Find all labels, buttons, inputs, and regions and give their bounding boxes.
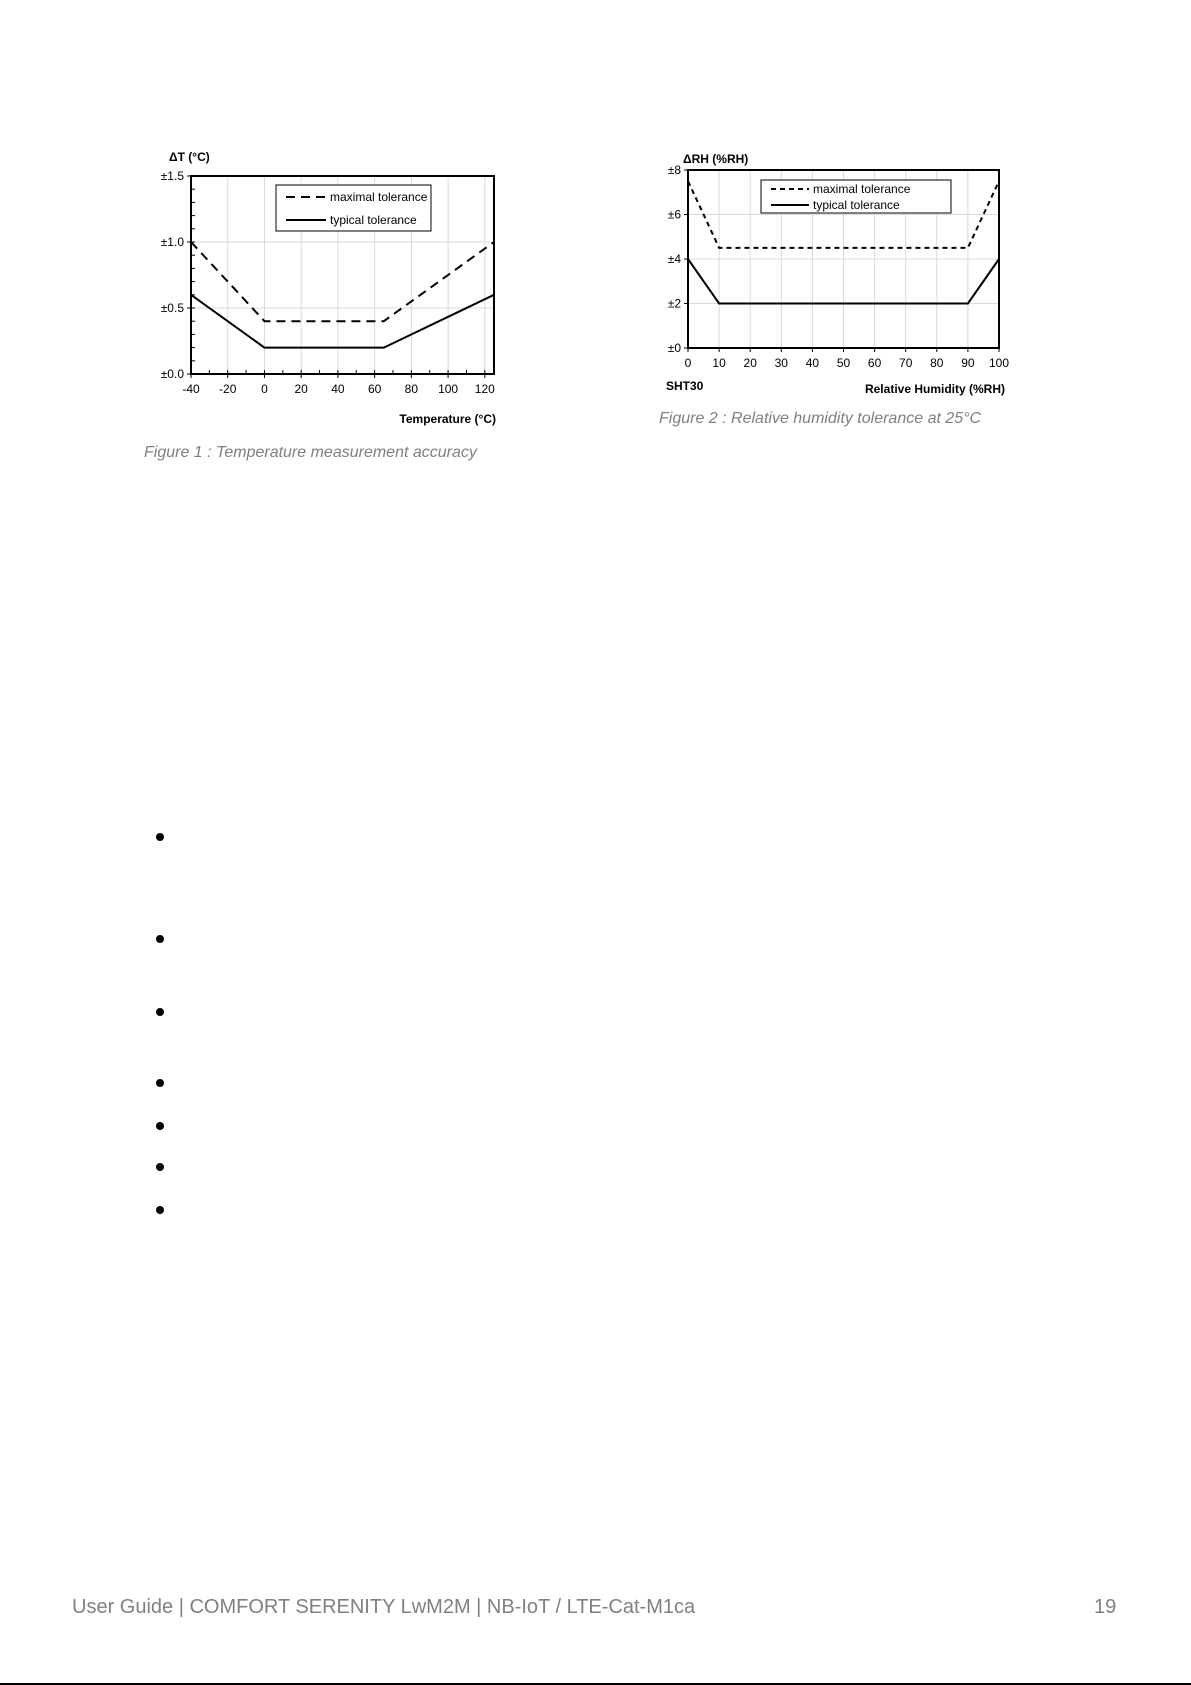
x-tick-label: 80 (404, 382, 419, 396)
list-bullet (156, 1122, 164, 1130)
x-tick-label: 100 (988, 356, 1010, 370)
x-tick-label: 40 (805, 356, 820, 370)
x-tick-label: 90 (961, 356, 975, 370)
temperature-accuracy-chart-svg (140, 140, 510, 430)
x-tick-label: 60 (367, 382, 382, 396)
x-axis-label: Relative Humidity (%RH) (864, 382, 1005, 396)
y-tick-label: ±1.5 (160, 169, 184, 183)
footer-title: User Guide | COMFORT SERENITY LwM2M | NB-IoT / LTE-Cat-M1ca (72, 1596, 696, 1618)
y-tick-label: ±0.0 (160, 367, 184, 381)
y-tick-label: ±4 (667, 252, 681, 266)
x-tick-label: 30 (774, 356, 788, 370)
x-tick-label: -20 (219, 382, 237, 396)
x-tick-label: 10 (712, 356, 726, 370)
x-axis-label: Temperature (°C) (399, 412, 496, 426)
y-tick-label: ±1.0 (160, 235, 184, 249)
legend-label: typical tolerance (813, 198, 900, 212)
list-bullet (156, 1008, 164, 1016)
y-tick-label: ±0 (667, 341, 681, 355)
y-tick-label: ±2 (667, 296, 681, 311)
list-bullet (156, 833, 164, 841)
x-tick-label: 80 (930, 356, 944, 370)
chart-corner-label: SHT30 (666, 379, 704, 393)
legend-label: typical tolerance (330, 213, 417, 227)
x-tick-label: 0 (684, 356, 692, 370)
y-axis-label: ΔT (°C) (169, 150, 210, 164)
x-tick-label: 20 (294, 382, 308, 396)
x-tick-label: 50 (836, 356, 851, 370)
y-tick-label: ±0.5 (160, 301, 184, 315)
y-tick-label: ±6 (667, 207, 681, 222)
x-tick-label: 120 (474, 382, 495, 396)
y-tick-label: ±8 (667, 163, 681, 177)
list-bullet (156, 1163, 164, 1171)
list-bullet (156, 1079, 164, 1087)
x-tick-label: 70 (899, 356, 913, 370)
list-bullet (156, 935, 164, 943)
legend-label: maximal tolerance (330, 190, 428, 204)
humidity-tolerance-chart (650, 140, 1020, 400)
legend-label: maximal tolerance (813, 182, 911, 196)
x-tick-label: 20 (743, 356, 757, 370)
x-tick-label: -40 (182, 382, 200, 396)
temperature-accuracy-chart (140, 140, 510, 430)
y-axis-label: ΔRH (%RH) (683, 152, 749, 166)
x-tick-label: 40 (331, 382, 345, 396)
figure-2-caption: Figure 2 : Relative humidity tolerance at 25°C (659, 410, 982, 427)
x-tick-label: 60 (867, 356, 882, 370)
list-bullet (156, 1206, 164, 1214)
x-tick-label: 0 (261, 382, 268, 396)
figure-1-caption: Figure 1 : Temperature measurement accuracy (144, 444, 477, 461)
page-number: 19 (1094, 1596, 1117, 1618)
x-tick-label: 100 (438, 382, 459, 396)
humidity-tolerance-chart-svg (650, 140, 1020, 400)
